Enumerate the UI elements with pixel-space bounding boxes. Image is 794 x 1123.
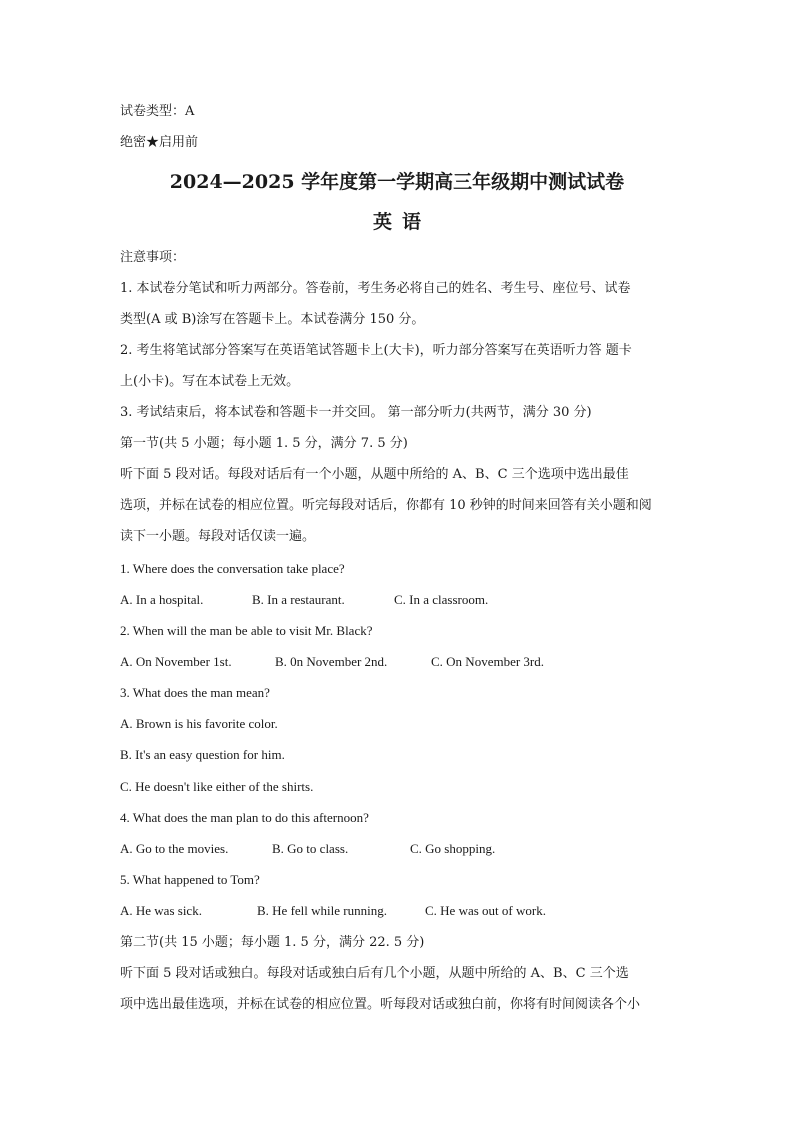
section2-instruction: 听下面 5 段对话或独白。每段对话或独白后有几个小题，从题中所给的 A、B、C 三个选 bbox=[120, 966, 629, 981]
question-2: 2. When will the man be able to visit Mr. Black? bbox=[120, 623, 373, 638]
section1-instruction-cont2: 读下一小题。每段对话仅读一遍。 bbox=[120, 529, 316, 544]
q1-option-a: A. In a hospital. bbox=[120, 592, 204, 607]
section2-heading: 第二节(共 15 小题；每小题 1. 5 分，满分 22. 5 分) bbox=[120, 935, 425, 950]
section2-instruction-cont: 项中选出最佳选项，并标在试卷的相应位置。听每段对话或独白前，你将有时间阅读各个小 bbox=[120, 997, 641, 1012]
section1-heading: 第一节(共 5 小题；每小题 1. 5 分，满分 7. 5 分) bbox=[120, 436, 408, 451]
q4-option-c: C. Go shopping. bbox=[410, 841, 496, 856]
question-4: 4. What does the man plan to do this afternoon? bbox=[120, 810, 369, 825]
notice-heading: 注意事项： bbox=[120, 250, 186, 265]
notice-item-3: 3. 考试结束后，将本试卷和答题卡一并交回。 第一部分听力(共两节，满分 30 分) bbox=[120, 405, 592, 420]
q4-option-b: B. Go to class. bbox=[272, 841, 349, 856]
q2-option-a: A. On November 1st. bbox=[120, 654, 232, 669]
notice-item-1: 1. 本试卷分笔试和听力两部分。答卷前，考生务必将自己的姓名、考生号、座位号、试卷 bbox=[120, 281, 631, 296]
q5-option-b: B. He fell while running. bbox=[257, 903, 387, 918]
notice-item-2-cont: 上(小卡)。写在本试卷上无效。 bbox=[120, 374, 300, 389]
q5-option-c: C. He was out of work. bbox=[425, 903, 546, 918]
q3-option-a: A. Brown is his favorite color. bbox=[120, 716, 278, 731]
q4-option-a: A. Go to the movies. bbox=[120, 841, 229, 856]
question-1: 1. Where does the conversation take place? bbox=[120, 561, 345, 576]
section1-instruction: 听下面 5 段对话。每段对话后有一个小题，从题中所给的 A、B、C 三个选项中选出最佳 bbox=[120, 467, 629, 482]
notice-item-2: 2. 考生将笔试部分答案写在英语笔试答题卡上(大卡)，听力部分答案写在英语听力答 题卡 bbox=[120, 343, 632, 358]
confidential-label: 绝密★启用前 bbox=[120, 135, 199, 150]
q3-option-b: B. It's an easy question for him. bbox=[120, 747, 285, 762]
exam-title: 2024—2025 学年度第一学期高三年级期中测试试卷 bbox=[169, 171, 625, 193]
q2-option-b: B. 0n November 2nd. bbox=[275, 654, 388, 669]
q1-option-c: C. In a classroom. bbox=[394, 592, 489, 607]
question-3: 3. What does the man mean? bbox=[120, 685, 270, 700]
q1-option-b: B. In a restaurant. bbox=[252, 592, 345, 607]
q5-option-a: A. He was sick. bbox=[120, 903, 202, 918]
notice-item-1-cont: 类型(A 或 B)涂写在答题卡上。本试卷满分 150 分。 bbox=[120, 312, 425, 327]
question-5: 5. What happened to Tom? bbox=[120, 872, 260, 887]
section1-instruction-cont: 选项，并标在试卷的相应位置。听完每段对话后，你都有 10 秒钟的时间来回答有关小题和阅 bbox=[120, 498, 652, 513]
paper-type: 试卷类型：A bbox=[120, 104, 195, 119]
q2-option-c: C. On November 3rd. bbox=[431, 654, 545, 669]
subject-title: 英语 bbox=[372, 211, 431, 233]
q3-option-c: C. He doesn't like either of the shirts. bbox=[120, 779, 314, 794]
